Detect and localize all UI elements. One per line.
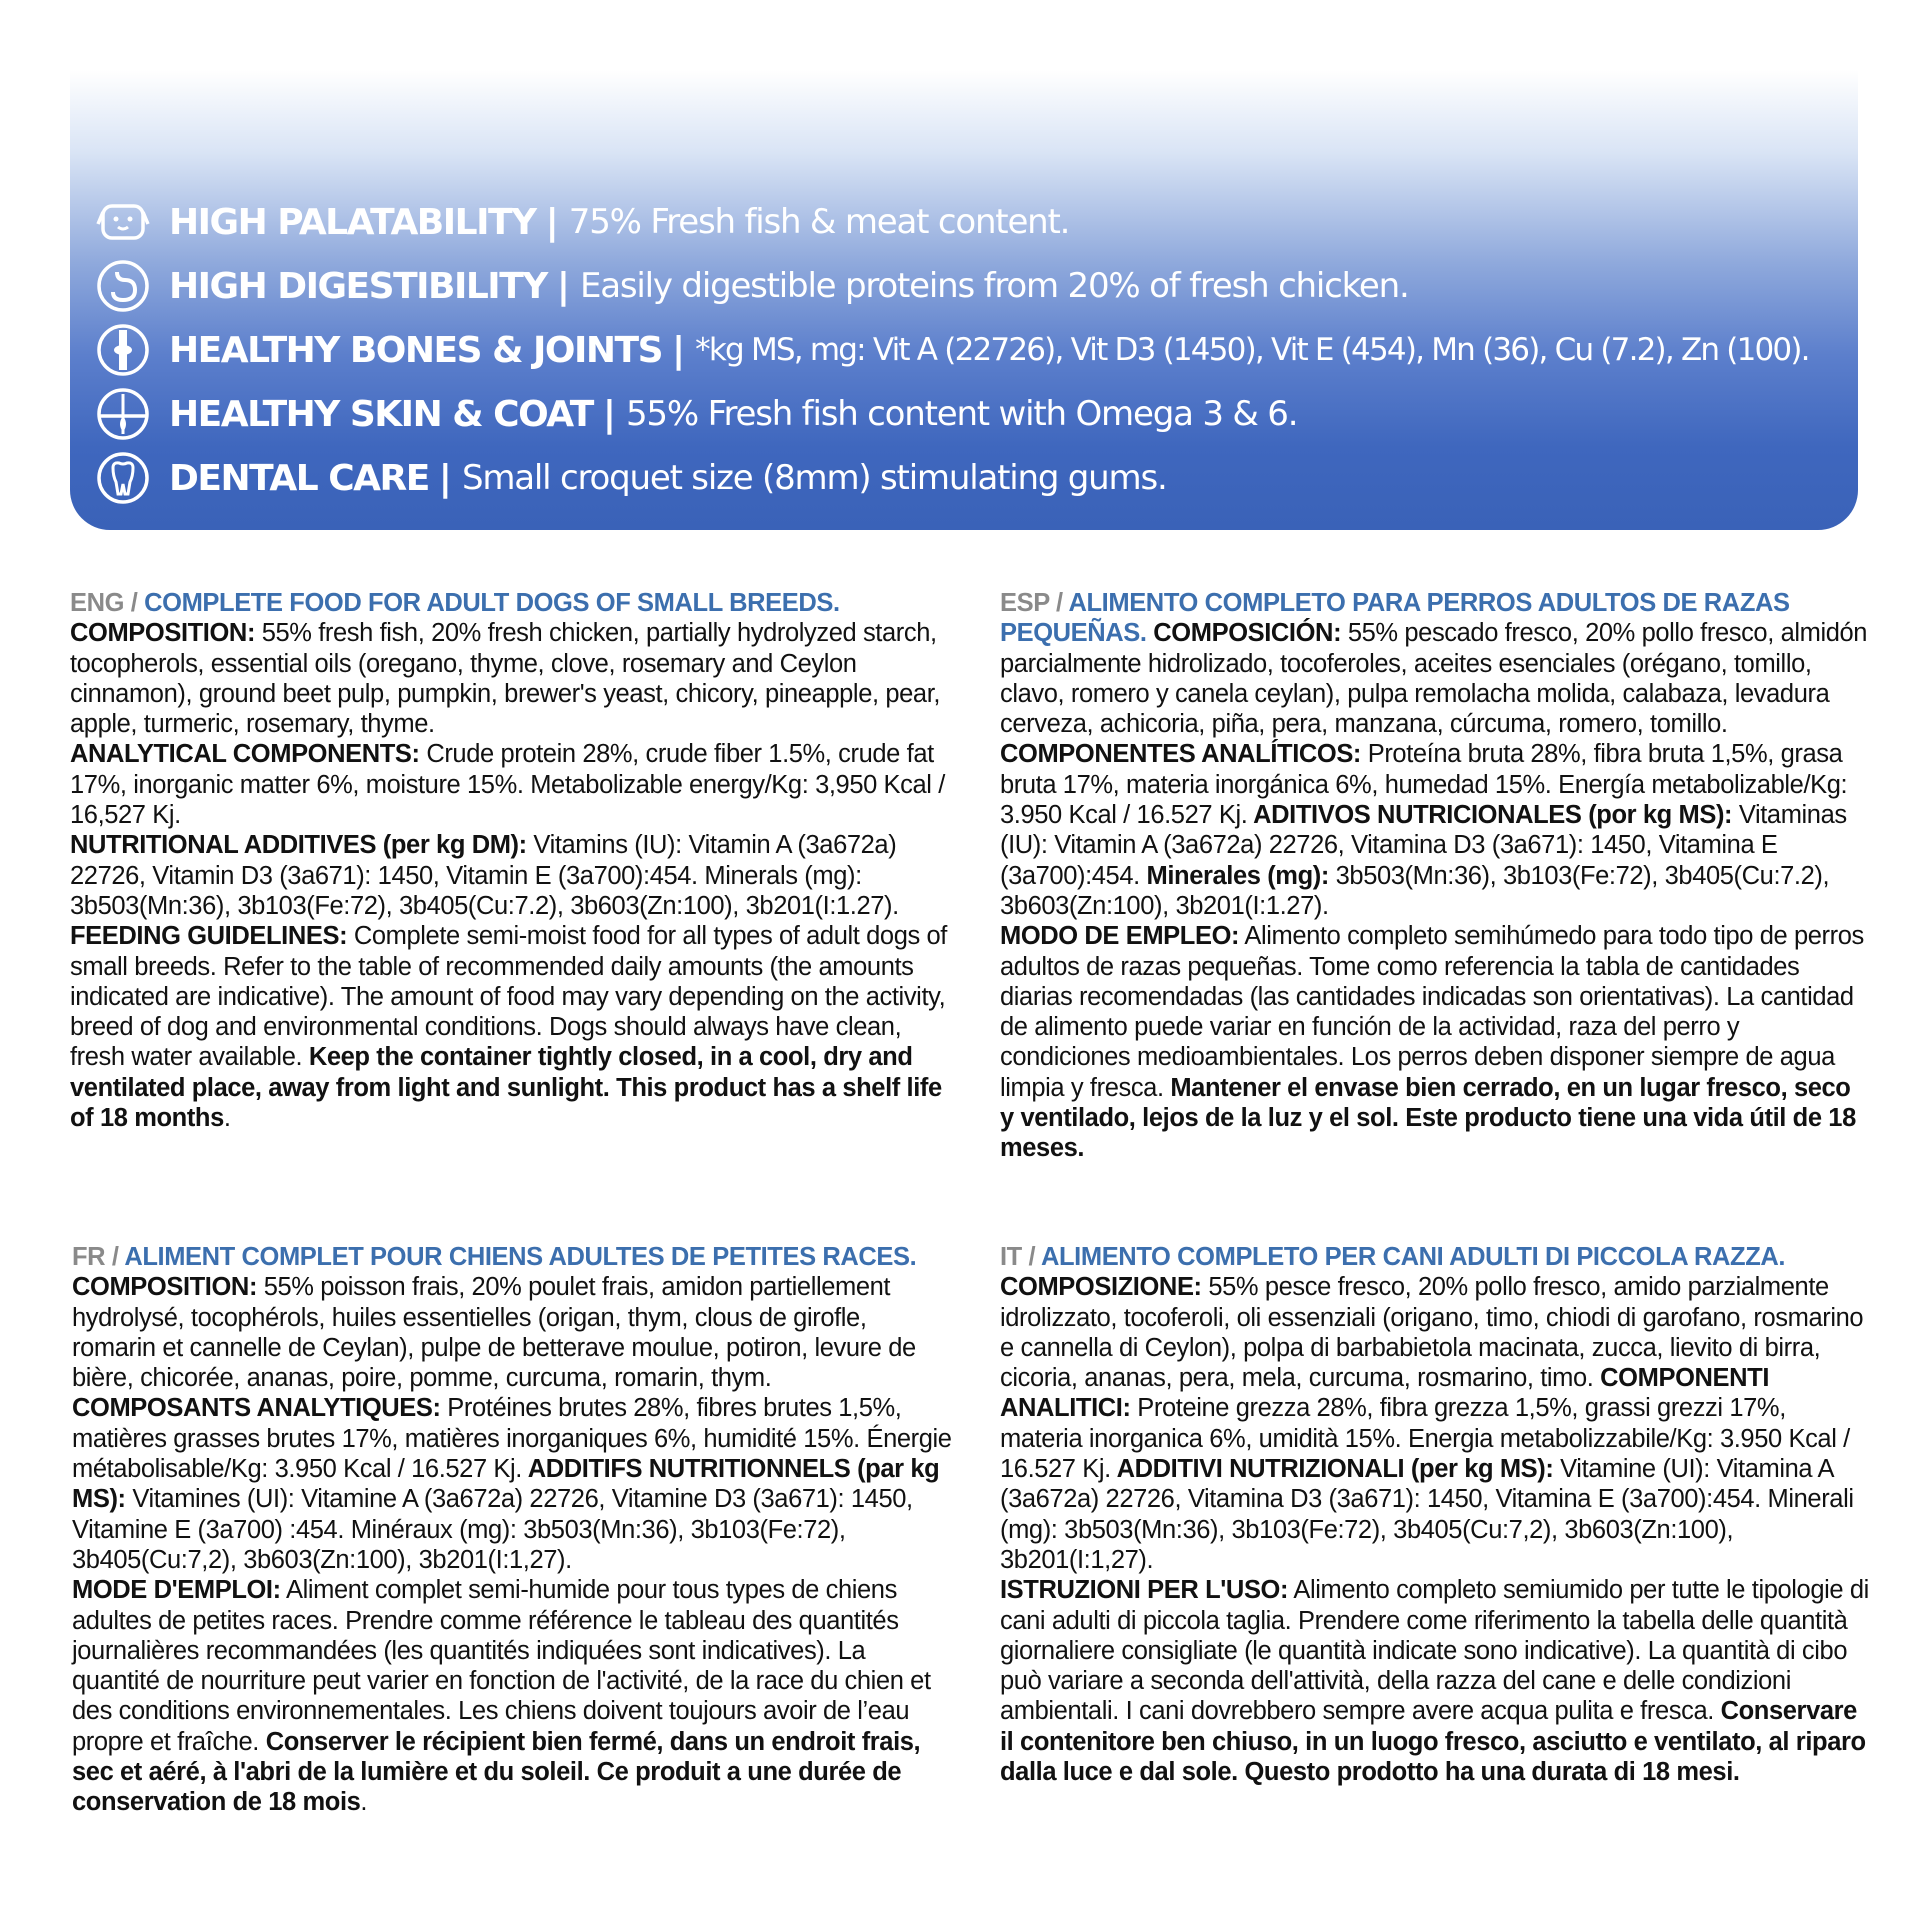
dog-face-icon [95,194,151,250]
stomach-icon [95,258,151,314]
benefit-digestibility: HIGH DIGESTIBILITY | Easily digestible proteins from 20% of fresh chicken. [95,254,1855,318]
benefit-palatability: HIGH PALATABILITY | 75% Fresh fish & meat content. [95,190,1855,254]
esp-feeding: MODO DE EMPLEO: Alimento completo semihúmedo para todo tipo de perros adultos de razas pequeñas. Tome como referencia la tabla de cantidades diarias recomendadas (las cantidades indicadas son orientativas). La cantidad de alimento puede variar en función de la actividad, raza del perro y condiciones medioambientales. Los perros deben disponer siempre de agua limpia y fresca. Mantener el envase bien cerrado, en un lugar fresco, seco y ventilado, lejos de la luz y el sol. Este producto tiene una vida útil de 18 meses. [1000,922,1864,1163]
section-eng [70,588,950,1133]
benefit-skin-coat: HEALTHY SKIN & COAT | 55% Fresh fish content with Omega 3 & 6. [95,382,1855,446]
section-heading: ALIMENTO COMPLETO PARA PERROS ADULTOS DE RAZAS PEQUEÑAS. [1000,589,1790,648]
section-heading: ALIMENTO COMPLETO PER CANI ADULTI DI PICCOLA RAZZA. [1040,1243,1786,1271]
fr-body: FR / ALIMENT COMPLET POUR CHIENS ADULTES DE PETITES RACES. COMPOSITION: 55% poisson frais, 20% poulet frais, amidon partiellement hydrolysé, tocophérols, huiles essentielles (origan, thym, clous de girofle, romarin et cannelle de Ceylan), pulpe de betterave moulue, potiron, levure de bière, chicorée, ananas, poire, pomme, curcuma, romarin, thym. COMPOSANTS ANALYTIQUES: Protéines brutes 28%, fibres brutes 1,5%, matières grasses brutes 17%, matières inorganiques 6%, humidité 15%. Énergie métabolisable/Kg: 3.950 Kcal / 16.527 Kj. ADDITIFS NUTRITIONNELS (par kg MS): Vitamines (UI): Vitamine A (3a672a) 22726, Vitamine D3 (3a671): 1450, Vitamine E (3a700) :454. Minéraux (mg): 3b503(Mn:36), 3b103(Fe:72), 3b405(Cu:7,2), 3b603(Zn:100), 3b201(I:1,27). [72,1243,952,1574]
tooth-icon [95,450,151,506]
benefits-list [95,190,1855,510]
benefit-dental-care: DENTAL CARE | Small croquet size (8mm) stimulating gums. [95,446,1855,510]
benefit-bones-joints: HEALTHY BONES & JOINTS | *kg MS, mg: Vit A (22726), Vit D3 (1450), Vit E (454), Mn (36), Cu (7.2), Zn (100). [95,318,1855,382]
fr-feeding: MODE D'EMPLOI: Aliment complet semi-humide pour tous types de chiens adultes de petites races. Prendre comme référence le tableau des quantités journalières recommandées (les quantités indiquées sont indicatives). La quantité de nourriture peut varier en fonction de l'activité, de la race du chien et des conditions environnementales. Les chiens doivent toujours avoir de l’eau propre et fraîche. Conserver le récipient bien fermé, dans un endroit frais, sec et aéré, à l'abri de la lumière et du soleil. Ce produit a une durée de conservation de 18 mois. [72,1576,931,1817]
it-feeding: ISTRUZIONI PER L'USO: Alimento completo semiumido per tutte le tipologie di cani adulti di piccola taglia. Prendere come riferimento la tabella delle quantità giornaliere consigliate (le quantità indicate sono indicative). La quantità di cibo può variare a seconda dell'attività, della razza del cane e delle condizioni ambientali. I cani dovrebbero sempre avere acqua pulita e fresca. Conservare il contenitore ben chiuso, in un luogo fresco, asciutto e ventilato, al riparo dalla luce e dal sole. Questo prodotto ha una durata di 18 mesi. [1000,1576,1869,1787]
skin-hair-icon [95,386,151,442]
eng-analytical: ANALYTICAL COMPONENTS: Crude protein 28%, crude fiber 1.5%, crude fat 17%, inorganic matter 6%, moisture 15%. Metabolizable energy/Kg: 3,950 Kcal / 16,527 Kj. [70,740,945,830]
eng-additives: NUTRITIONAL ADDITIVES (per kg DM): Vitamins (IU): Vitamin A (3a672a) 22726, Vitamin D3 (3a671): 1450, Vitamin E (3a700):454. Minerals (mg): 3b503(Mn:36), 3b103(Fe:72), 3b405(Cu:7.2), 3b603(Zn:100), 3b201(I:1.27). [70,831,899,920]
eng-heading-block [70,588,950,618]
section-esp [1000,588,1870,1164]
section-heading: ALIMENT COMPLET POUR CHIENS ADULTES DE PETITES RACES. [124,1243,917,1271]
lang-code: ENG / [70,589,145,617]
lang-code: FR / [72,1243,125,1271]
lang-code: ESP / [1000,589,1069,617]
section-heading: COMPLETE FOOD FOR ADULT DOGS OF SMALL BREEDS. [144,589,840,617]
eng-feeding: FEEDING GUIDELINES: Complete semi-moist food for all types of adult dogs of small breeds. Refer to the table of recommended daily amounts (the amounts indicated are indicative). The amount of food may vary depending on the activity, breed of dog and environmental conditions. Dogs should always have clean, fresh water available. Keep the container tightly closed, in a cool, dry and ventilated place, away from light and sunlight. This product has a shelf life of 18 months. [70,922,947,1133]
section-fr [72,1242,952,1818]
lang-code: IT / [1000,1243,1041,1271]
esp-body: ESP / ALIMENTO COMPLETO PARA PERROS ADULTOS DE RAZAS PEQUEÑAS. COMPOSICIÓN: 55% pescado fresco, 20% pollo fresco, almidón parcialmente hidrolizado, tocoferoles, aceites esenciales (orégano, tomillo, clavo, romero y canela ceylan), pulpa remolacha molida, calabaza, levadura cerveza, achicoria, piña, pera, manzana, cúrcuma, romero, tomillo. COMPONENTES ANALÍTICOS: Proteína bruta 28%, fibra bruta 1,5%, grasa bruta 17%, materia inorgánica 6%, humedad 15%. Energía metabolizable/Kg: 3.950 Kcal / 16.527 Kj. ADITIVOS NUTRICIONALES (por kg MS): Vitaminas (IU): Vitamin A (3a672a) 22726, Vitamina D3 (3a671): 1450, Vitamina E (3a700):454. Minerales (mg): 3b503(Mn:36), 3b103(Fe:72), 3b405(Cu:7.2), 3b603(Zn:100), 3b201(I:1.27). [1000,589,1868,920]
eng-composition: COMPOSITION: 55% fresh fish, 20% fresh chicken, partially hydrolyzed starch, tocopherols, essential oils (oregano, thyme, clove, rosemary and Ceylon cinnamon), ground beet pulp, pumpkin, brewer's yeast, chicory, pineapple, pear, apple, turmeric, rosemary, thyme. [70,619,941,739]
section-it [1000,1242,1870,1787]
it-body: IT / ALIMENTO COMPLETO PER CANI ADULTI DI PICCOLA RAZZA. COMPOSIZIONE: 55% pesce fresco, 20% pollo fresco, amido parzialmente idrolizzato, tocoferoli, oli essenziali (origano, timo, chiodi di garofano, rosmarino e cannella di Ceylon), polpa di barbabietola macinata, zucca, lievito di birra, cicoria, ananas, pera, mela, curcuma, rosmarino, timo. COMPONENTI ANALITICI: Proteine grezza 28%, fibra grezza 1,5%, grassi grezzi 17%, materia inorganica 6%, umidità 15%. Energia metabolizzabile/Kg: 3.950 Kcal / 16.527 Kj. ADDITIVI NUTRIZIONALI (per kg MS): Vitamine (UI): Vitamina A (3a672a) 22726, Vitamina D3 (3a671): 1450, Vitamina E (3a700):454. Minerali (mg): 3b503(Mn:36), 3b103(Fe:72), 3b405(Cu:7,2), 3b603(Zn:100), 3b201(I:1,27). [1000,1243,1864,1574]
bone-joint-icon [95,322,151,378]
